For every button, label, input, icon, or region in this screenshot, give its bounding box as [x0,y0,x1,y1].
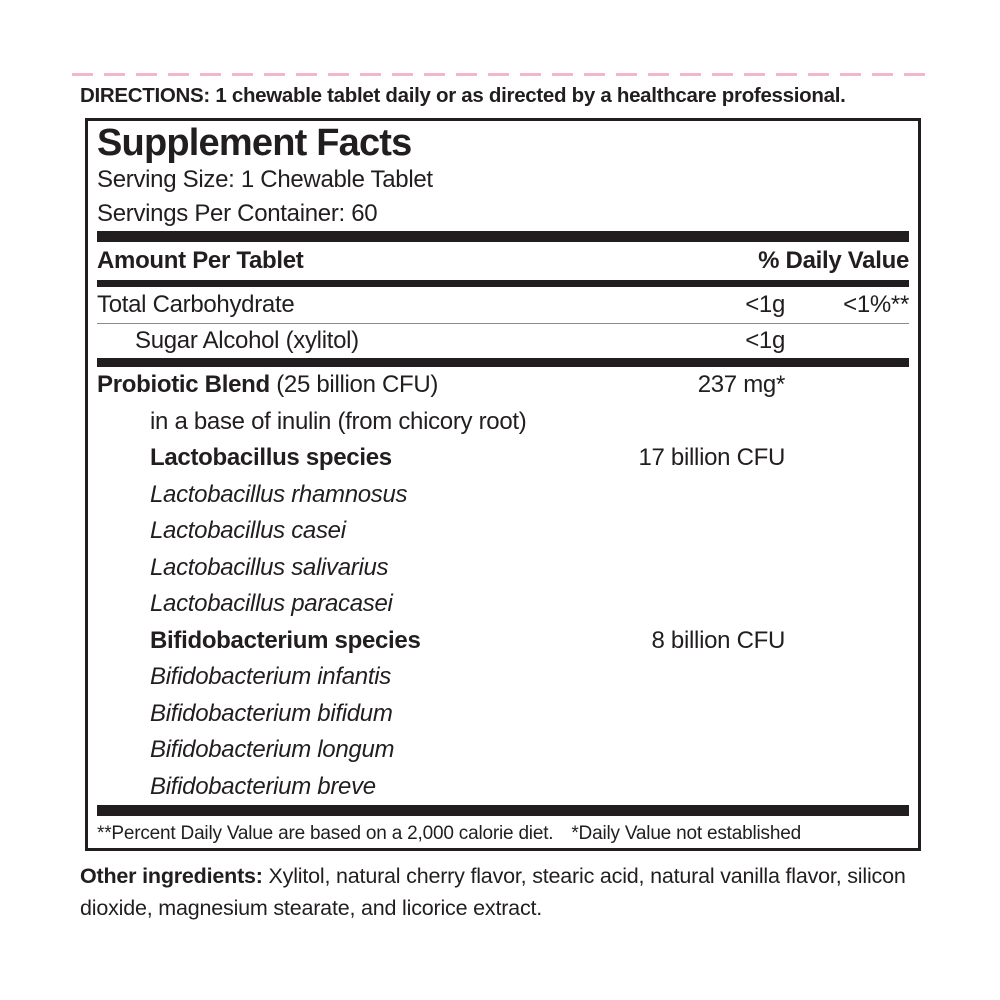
nutrient-amount: <1g [745,327,785,354]
other-ingredients-text: Xylitol, natural cherry flavor, stearic acid, natural vanilla flavor, silicon dioxide, magnesium stearate, and licorice extract. [80,864,906,920]
servings-per-container: Servings Per Container: 60 [97,200,378,227]
nutrient-amount: 237 mg* [697,371,785,399]
footnote-daily-value: **Percent Daily Value are based on a 2,000 calorie diet. [97,823,554,844]
amount-per-tablet-header: Amount Per Tablet [97,247,304,274]
nutrient-amount: <1g [745,291,785,318]
directions-text: DIRECTIONS: 1 chewable tablet daily or as directed by a healthcare professional. [80,84,846,107]
table-row [97,550,909,587]
species-group-name: Lactobacillus species [150,444,392,472]
blend-name-rest: (25 billion CFU) [269,371,439,399]
blend-base-note: in a base of inulin (from chicory root) [150,407,527,435]
species-name: Lactobacillus casei [150,517,346,545]
table-row [97,287,909,323]
species-name: Bifidobacterium breve [150,772,376,800]
other-ingredients [80,861,942,924]
pink-dashed-divider [72,73,930,76]
species-name: Bifidobacterium longum [150,736,395,764]
species-group-amount: 17 billion CFU [638,444,785,472]
nutrient-name: Total Carbohydrate [97,291,295,318]
thick-bar [97,231,909,242]
nutrient-dv: <1%** [843,291,909,318]
table-row [97,477,909,514]
serving-size: Serving Size: 1 Chewable Tablet [97,166,433,193]
species-name: Bifidobacterium infantis [150,663,391,691]
species-group-amount: 8 billion CFU [651,626,785,654]
table-row [97,324,909,358]
table-row [97,659,909,696]
column-header-row [97,242,909,280]
table-row [97,586,909,623]
nutrient-name: Sugar Alcohol (xylitol) [135,327,359,354]
species-name: Lactobacillus paracasei [150,590,393,618]
table-row [97,404,909,441]
species-name: Lactobacillus salivarius [150,553,389,581]
table-row [97,623,909,660]
footnote-not-established: *Daily Value not established [571,823,801,844]
other-ingredients-label: Other ingredients: [80,864,263,888]
thick-bar [97,358,909,367]
table-row [97,769,909,806]
medium-bar [97,280,909,287]
thick-bar [97,805,909,816]
table-row [97,440,909,477]
table-row [97,732,909,769]
daily-value-header: % Daily Value [758,247,909,274]
blend-name-bold: Probiotic Blend [97,371,270,399]
panel-title: Supplement Facts [97,122,412,164]
table-row [97,513,909,550]
footnote [97,816,909,849]
species-name: Lactobacillus rhamnosus [150,480,408,508]
table-row [97,367,909,404]
species-name: Bifidobacterium bifidum [150,699,393,727]
table-row [97,696,909,733]
supplement-facts-panel [85,118,921,851]
species-group-name: Bifidobacterium species [150,626,421,654]
nutrient-name [97,371,575,399]
